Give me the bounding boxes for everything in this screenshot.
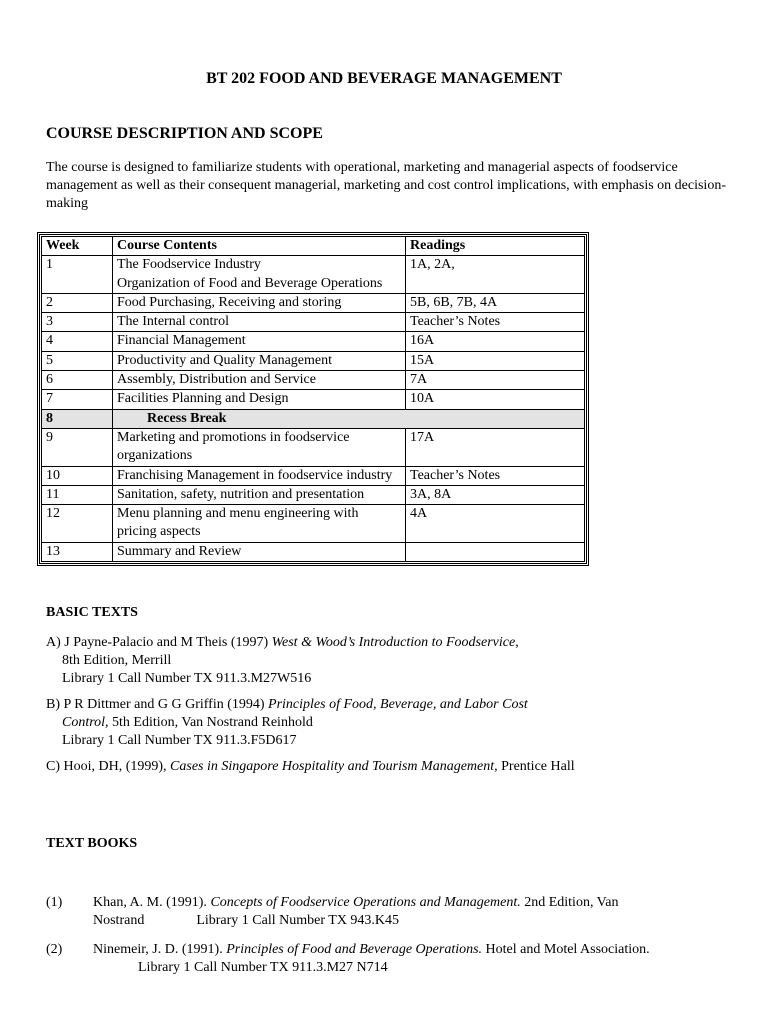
readings-cell: 4A xyxy=(406,505,585,543)
table-row xyxy=(42,428,585,466)
reference-title: Concepts of Foodservice Operations and Management. xyxy=(210,895,521,910)
column-header-week: Week xyxy=(42,237,113,256)
week-cell: 8 xyxy=(42,409,113,428)
reference-edition: 5th Edition, Van Nostrand Reinhold xyxy=(108,715,313,730)
week-cell: 13 xyxy=(42,542,113,561)
contents-cell: Productivity and Quality Management xyxy=(113,351,406,370)
reference-publisher: Hotel and Motel Association. xyxy=(482,942,650,957)
course-schedule-table-frame xyxy=(37,232,589,566)
reference-call-number: Library 1 Call Number TX 943.K45 xyxy=(196,913,400,928)
week-cell: 7 xyxy=(42,390,113,409)
contents-cell: The Internal control xyxy=(113,313,406,332)
reference-title: Principles of Food, Beverage, and Labor Cost xyxy=(268,697,528,712)
readings-cell: 16A xyxy=(406,332,585,351)
readings-cell: 5B, 6B, 7B, 4A xyxy=(406,293,585,312)
contents-cell: Marketing and promotions in foodservice organizations xyxy=(113,428,406,466)
reference-publisher: Nostrand xyxy=(93,913,145,928)
document-title: BT 202 FOOD AND BEVERAGE MANAGEMENT xyxy=(206,70,562,87)
contents-cell: Sanitation, safety, nutrition and presentation xyxy=(113,485,406,504)
contents-cell: Summary and Review xyxy=(113,542,406,561)
reference-author: Ninemeir, J. D. (1991). xyxy=(93,942,227,957)
reference-publisher: Prentice Hall xyxy=(497,759,575,774)
text-book-body xyxy=(93,941,733,977)
reference-title: Principles of Food and Beverage Operations. xyxy=(226,942,483,957)
table-header-row xyxy=(42,237,585,256)
reference-call-number: Library 1 Call Number TX 911.3.M27 N714 xyxy=(138,960,388,975)
contents-cell: Financial Management xyxy=(113,332,406,351)
contents-cell: Facilities Planning and Design xyxy=(113,390,406,409)
contents-cell: Menu planning and menu engineering with pricing aspects xyxy=(113,505,406,543)
text-book-number: (2) xyxy=(46,942,63,957)
reference-author: A) J Payne-Palacio and M Theis (1997) xyxy=(46,635,272,650)
table-row-recess xyxy=(42,409,585,428)
reference-edition: 2nd Edition, Van xyxy=(520,895,619,910)
reference-punct: , xyxy=(515,635,519,650)
week-cell: 10 xyxy=(42,466,113,485)
reference-author: Khan, A. M. (1991). xyxy=(93,895,211,910)
reference-author: B) P R Dittmer and G G Griffin (1994) xyxy=(46,697,269,712)
readings-cell: Teacher’s Notes xyxy=(406,466,585,485)
readings-cell: 17A xyxy=(406,428,585,466)
text-book-item-2 xyxy=(46,941,736,981)
week-cell: 6 xyxy=(42,371,113,390)
basic-text-item-a xyxy=(46,634,746,688)
week-cell: 2 xyxy=(42,293,113,312)
reference-call-number: Library 1 Call Number TX 911.3.M27W516 xyxy=(62,671,312,686)
table-row xyxy=(42,313,585,332)
table-row xyxy=(42,485,585,504)
reference-edition: 8th Edition, Merrill xyxy=(62,653,172,668)
readings-cell: 7A xyxy=(406,371,585,390)
table-row xyxy=(42,293,585,312)
readings-cell xyxy=(406,542,585,561)
reference-title-continued-line xyxy=(46,714,746,732)
contents-text: The Foodservice Industry xyxy=(117,257,261,273)
readings-cell: 1A, 2A, xyxy=(406,256,585,294)
readings-cell: Teacher’s Notes xyxy=(406,313,585,332)
table-row xyxy=(42,505,585,543)
contents-cell: Franchising Management in foodservice industry xyxy=(113,466,406,485)
readings-cell: 10A xyxy=(406,390,585,409)
week-cell: 1 xyxy=(42,256,113,294)
column-header-course-contents: Course Contents xyxy=(113,237,406,256)
recess-break-label: Recess Break xyxy=(113,409,585,428)
reference-title-continued: Control, xyxy=(62,715,109,730)
reference-title: Cases in Singapore Hospitality and Tourism Management, xyxy=(170,759,498,774)
week-cell: 11 xyxy=(42,485,113,504)
table-row xyxy=(42,332,585,351)
readings-cell: 15A xyxy=(406,351,585,370)
readings-cell: 3A, 8A xyxy=(406,485,585,504)
week-cell: 3 xyxy=(42,313,113,332)
week-cell: 9 xyxy=(42,428,113,466)
table-row xyxy=(42,390,585,409)
reference-title: West & Wood’s Introduction to Foodservice xyxy=(271,635,516,650)
course-description-paragraph: The course is designed to familiarize students with operational, marketing and managerial aspects of foodservice management as well as their consequent managerial, marketing and cost control implications, with emphasis on decision-making xyxy=(46,160,726,211)
table-row xyxy=(42,371,585,390)
basic-texts-heading: BASIC TEXTS xyxy=(46,605,138,620)
basic-text-item-b xyxy=(46,696,746,750)
reference-author: C) Hooi, DH, (1999), xyxy=(46,759,171,774)
text-book-item-1 xyxy=(46,894,736,934)
table-row xyxy=(42,542,585,561)
basic-text-item-c xyxy=(46,758,746,776)
column-header-readings: Readings xyxy=(406,237,585,256)
contents-cell: Food Purchasing, Receiving and storing xyxy=(113,293,406,312)
table-row xyxy=(42,256,585,294)
contents-cell xyxy=(113,256,406,294)
contents-text-continued: Organization of Food and Beverage Operations xyxy=(117,275,383,291)
text-books-heading: TEXT BOOKS xyxy=(46,836,138,851)
reference-call-number: Library 1 Call Number TX 911.3.F5D617 xyxy=(62,733,297,748)
table-row xyxy=(42,466,585,485)
week-cell: 5 xyxy=(42,351,113,370)
text-book-number: (1) xyxy=(46,895,63,910)
week-cell: 12 xyxy=(42,505,113,543)
text-book-body xyxy=(93,894,733,930)
table-row xyxy=(42,351,585,370)
section-heading-course-description: COURSE DESCRIPTION AND SCOPE xyxy=(46,125,323,142)
contents-cell: Assembly, Distribution and Service xyxy=(113,371,406,390)
course-schedule-table xyxy=(41,236,585,562)
week-cell: 4 xyxy=(42,332,113,351)
